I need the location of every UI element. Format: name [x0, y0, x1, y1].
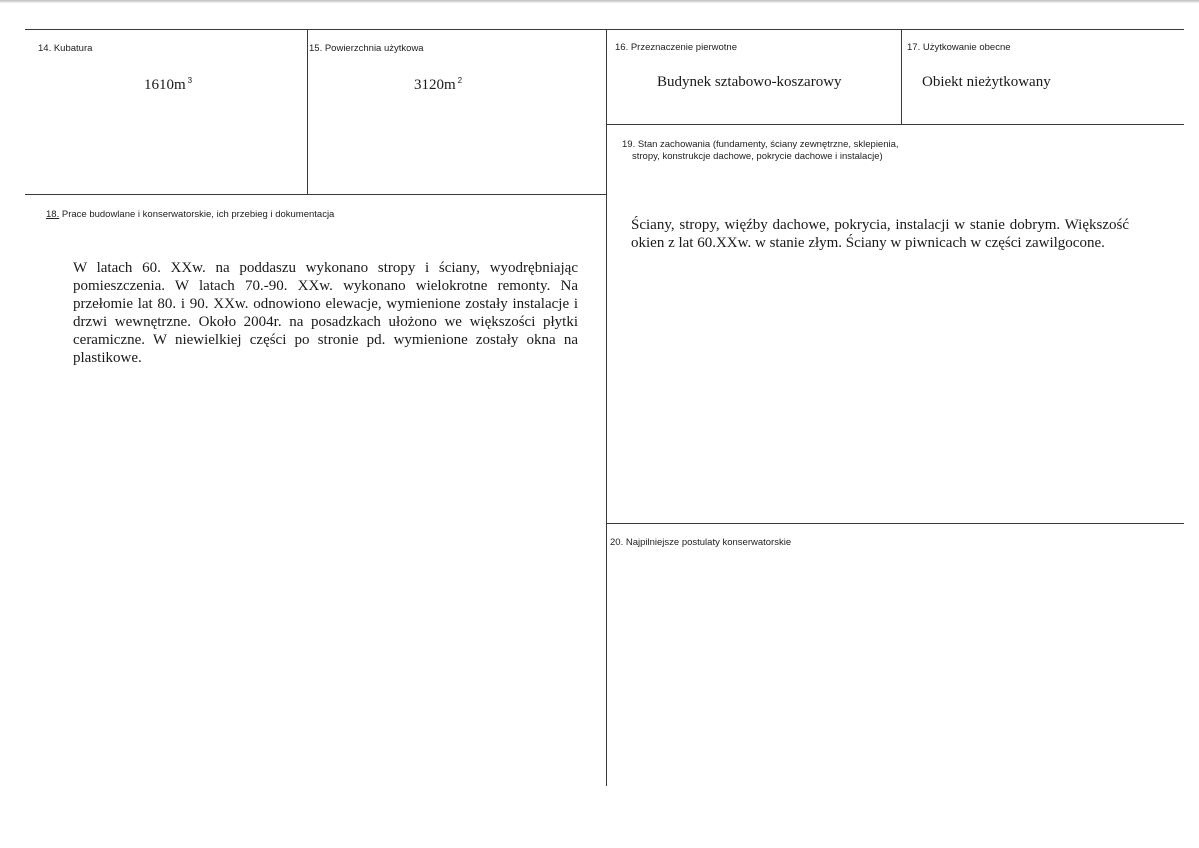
- field-14-label: 14. Kubatura: [38, 43, 93, 54]
- field-15-value: [414, 76, 462, 94]
- field-20-label: 20. Najpilniejsze postulaty konserwatorskie: [610, 537, 792, 548]
- field-17-label: 17. Użytkowanie obecne: [907, 42, 1011, 53]
- field-19-text: Ściany, stropy, więźby dachowe, pokrycia, instalacji w stanie dobrym. Większość okien z lat 60.XXw. w stanie złym. Ściany w piwnicach w części zawilgocone.: [631, 217, 1129, 251]
- field-18-number: 18.: [46, 209, 60, 220]
- field-14-value: [144, 76, 192, 94]
- field-18-text: W latach 60. XXw. na poddaszu wykonano stropy i ściany, wyodrębniając pomieszczenia. W latach 70.-90. XXw. wykonano wielokrotne remonty. Na przełomie lat 80. i 90. XXw. odnowiono elewacje, wymienione zostały instalacje i drzwi wewnętrzne. Około 2004r. na posadzkach ułożono we większości płytki ceramiczne. W niewielkiej części po stronie pd. wymienione zostały okna na plastikowe.: [73, 260, 578, 366]
- field-15-unit-exponent: 2: [457, 76, 463, 85]
- line-under-16-17: [606, 124, 1184, 125]
- line-above-20: [606, 523, 1184, 524]
- field-15-value-text: 3120m: [414, 77, 456, 93]
- field-17-value: Obiekt nieżytkowany: [922, 74, 1051, 90]
- center-divider: [606, 29, 607, 786]
- top-border-line: [25, 29, 1184, 30]
- field-19-label-line2: stropy, konstrukcje dachowe, pokrycie dachowe i instalacje): [632, 151, 883, 162]
- field-15-label: 15. Powierzchnia użytkowa: [309, 43, 424, 54]
- field-18-label-text: Prace budowlane i konserwatorskie, ich przebieg i dokumentacja: [61, 209, 335, 220]
- field-16-label: 16. Przeznaczenie pierwotne: [615, 42, 737, 53]
- field-19-label: [622, 139, 899, 163]
- field-16-value: Budynek sztabowo-koszarowy: [657, 74, 842, 90]
- divider-16-17: [901, 29, 902, 124]
- scan-edge: [0, 0, 1199, 3]
- field-19-label-line1: 19. Stan zachowania (fundamenty, ściany zewnętrzne, sklepienia,: [622, 139, 899, 150]
- divider-14-15: [307, 29, 308, 194]
- line-under-14-15: [25, 194, 607, 195]
- field-18-label: [46, 209, 334, 220]
- field-14-unit-exponent: 3: [187, 76, 193, 85]
- field-14-value-text: 1610m: [144, 77, 186, 93]
